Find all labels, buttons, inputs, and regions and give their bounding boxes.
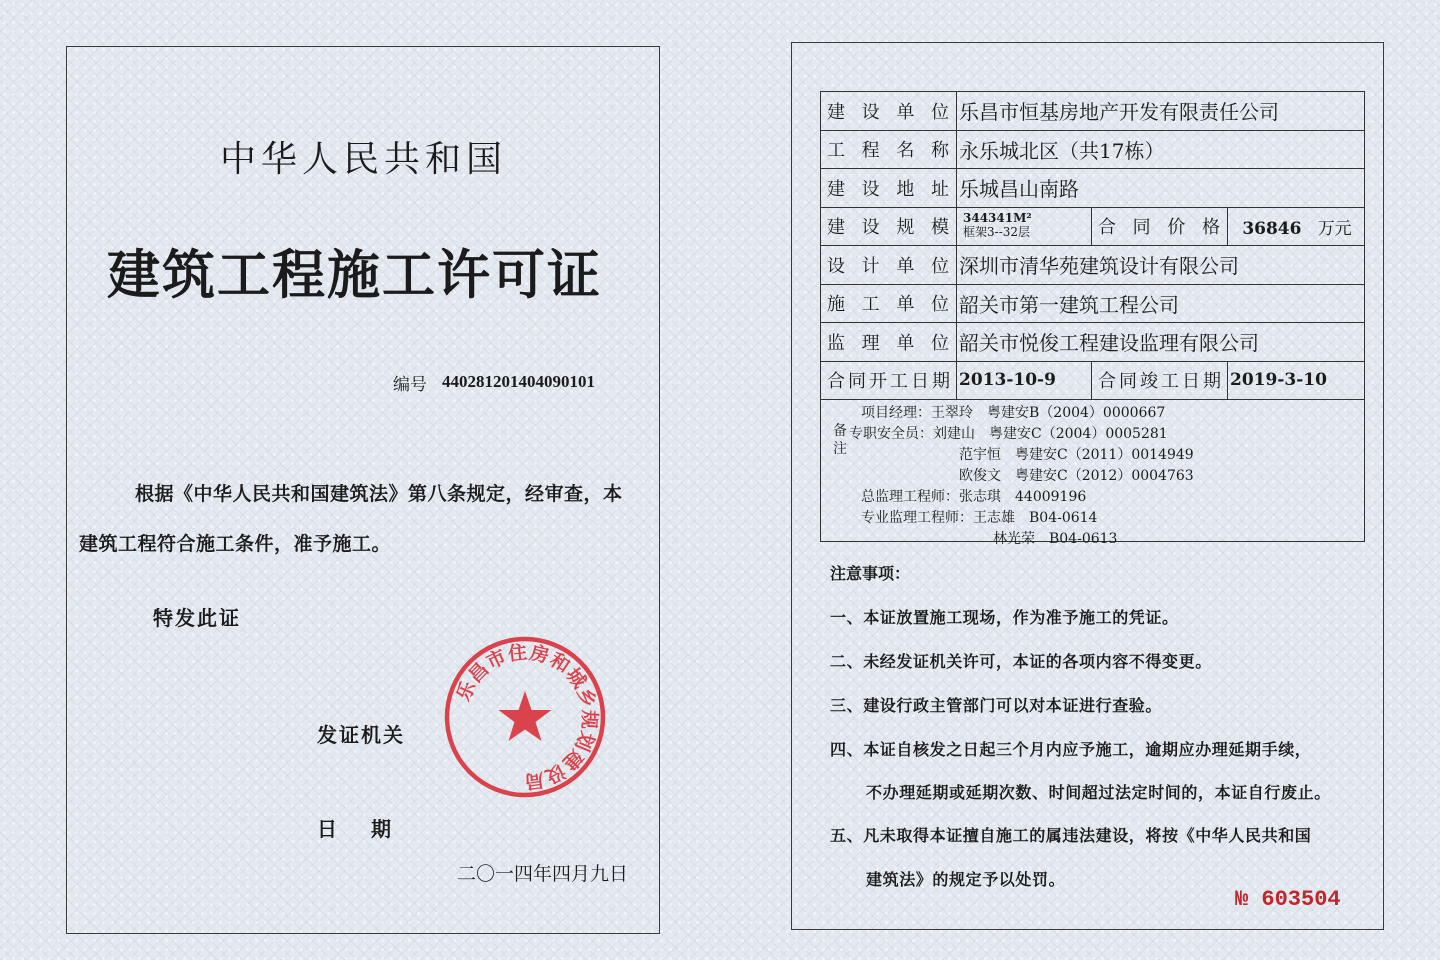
certificate-number: 440281201404090101 bbox=[442, 372, 595, 391]
developer-value: 乐昌市恒基房地产开发有限责任公司 bbox=[957, 92, 1365, 131]
builder-label: 施工单位 bbox=[821, 284, 957, 323]
staff-line: 总监理工程师：张志琪 44009196 bbox=[861, 489, 1087, 505]
note-item: 三、建设行政主管部门可以对本证进行查验。 bbox=[830, 696, 1163, 715]
price-value: 36846 bbox=[1242, 218, 1302, 239]
end-date-label: 合同竣工日期 bbox=[1092, 361, 1228, 400]
price-unit: 万元 bbox=[1317, 218, 1352, 239]
body-text-line-2: 建筑工程符合施工条件，准予施工。 bbox=[79, 533, 392, 555]
staff-line: 范宇恒 粤建安C（2011）0014949 bbox=[959, 447, 1194, 463]
certificate-cover-page bbox=[66, 46, 660, 934]
designer-value: 深圳市清华苑建筑设计有限公司 bbox=[957, 246, 1365, 285]
table-row bbox=[821, 284, 1365, 323]
note-item: 不办理延期或延期次数、时间超过法定时间的，本证自行废止。 bbox=[866, 783, 1331, 802]
remarks-box bbox=[820, 398, 1365, 547]
note-item: 建筑法》的规定予以处罚。 bbox=[866, 870, 1066, 889]
staff-line: 专业监理工程师：王志雄 B04-0614 bbox=[861, 510, 1098, 526]
table-row bbox=[821, 323, 1365, 362]
table-row bbox=[821, 92, 1365, 131]
table-row bbox=[821, 361, 1365, 400]
address-label: 建设地址 bbox=[821, 169, 957, 208]
note-item: 二、未经发证机关许可，本证的各项内容不得变更。 bbox=[830, 652, 1212, 671]
official-seal-stamp bbox=[441, 633, 609, 801]
star-icon bbox=[499, 691, 552, 741]
table-row bbox=[821, 246, 1365, 285]
project-name-label: 工程名称 bbox=[821, 130, 957, 169]
staff-line: 专职安全员：刘建山 粤建安C（2004）0005281 bbox=[849, 426, 1168, 442]
supervisor-label: 监理单位 bbox=[821, 323, 957, 362]
issue-date: 二〇一四年四月九日 bbox=[457, 863, 629, 885]
note-item: 五、凡未取得本证擅自施工的属违法建设，将按《中华人民共和国 bbox=[830, 826, 1312, 845]
price-label: 合同价格 bbox=[1092, 207, 1228, 246]
scale-label: 建设规模 bbox=[821, 207, 957, 246]
date-label: 日期 bbox=[317, 817, 425, 841]
remarks-label: 备注 bbox=[833, 423, 847, 457]
developer-label: 建设单位 bbox=[821, 92, 957, 131]
certificate-title: 建筑工程施工许可证 bbox=[107, 244, 602, 306]
scale-floors: 框架3--32层 bbox=[963, 225, 1031, 240]
certificate-details-page bbox=[791, 42, 1384, 930]
address-value: 乐城昌山南路 bbox=[957, 169, 1365, 208]
project-info-table bbox=[820, 91, 1365, 400]
special-issue-text: 特发此证 bbox=[153, 606, 241, 630]
scale-area: 344341M² bbox=[963, 211, 1032, 226]
start-date-value: 2013-10-9 bbox=[957, 361, 1092, 400]
builder-value: 韶关市第一建筑工程公司 bbox=[957, 284, 1365, 323]
note-item: 一、本证放置施工现场，作为准予施工的凭证。 bbox=[830, 608, 1179, 627]
notes-title: 注意事项： bbox=[830, 564, 911, 583]
table-row bbox=[821, 207, 1365, 246]
staff-line: 林光荣 B04-0613 bbox=[993, 531, 1118, 547]
staff-line: 项目经理：王翠玲 粤建安B（2004）0000667 bbox=[861, 405, 1166, 421]
project-name-value: 永乐城北区（共17栋） bbox=[957, 130, 1365, 169]
price-cell bbox=[1228, 207, 1365, 246]
body-text-line-1: 根据《中华人民共和国建筑法》第八条规定，经审查，本 bbox=[135, 483, 623, 505]
number-label: 编号 bbox=[393, 375, 427, 395]
table-row bbox=[821, 169, 1365, 208]
note-item: 四、本证自核发之日起三个月内应予施工，逾期应办理延期手续， bbox=[830, 740, 1312, 759]
start-date-label: 合同开工日期 bbox=[821, 361, 957, 400]
scale-value bbox=[957, 207, 1092, 246]
staff-line: 欧俊文 粤建安C（2012）0004763 bbox=[959, 468, 1194, 484]
country-heading: 中华人民共和国 bbox=[220, 139, 508, 180]
seal-text: 乐昌市住房和城乡规划建设局 bbox=[452, 641, 601, 793]
supervisor-value: 韶关市悦俊工程建设监理有限公司 bbox=[957, 323, 1365, 362]
table-row bbox=[821, 130, 1365, 169]
designer-label: 设计单位 bbox=[821, 246, 957, 285]
issuing-authority-label: 发证机关 bbox=[317, 723, 405, 747]
end-date-value: 2019-3-10 bbox=[1228, 361, 1365, 400]
serial-number: № 603504 bbox=[1235, 887, 1341, 912]
